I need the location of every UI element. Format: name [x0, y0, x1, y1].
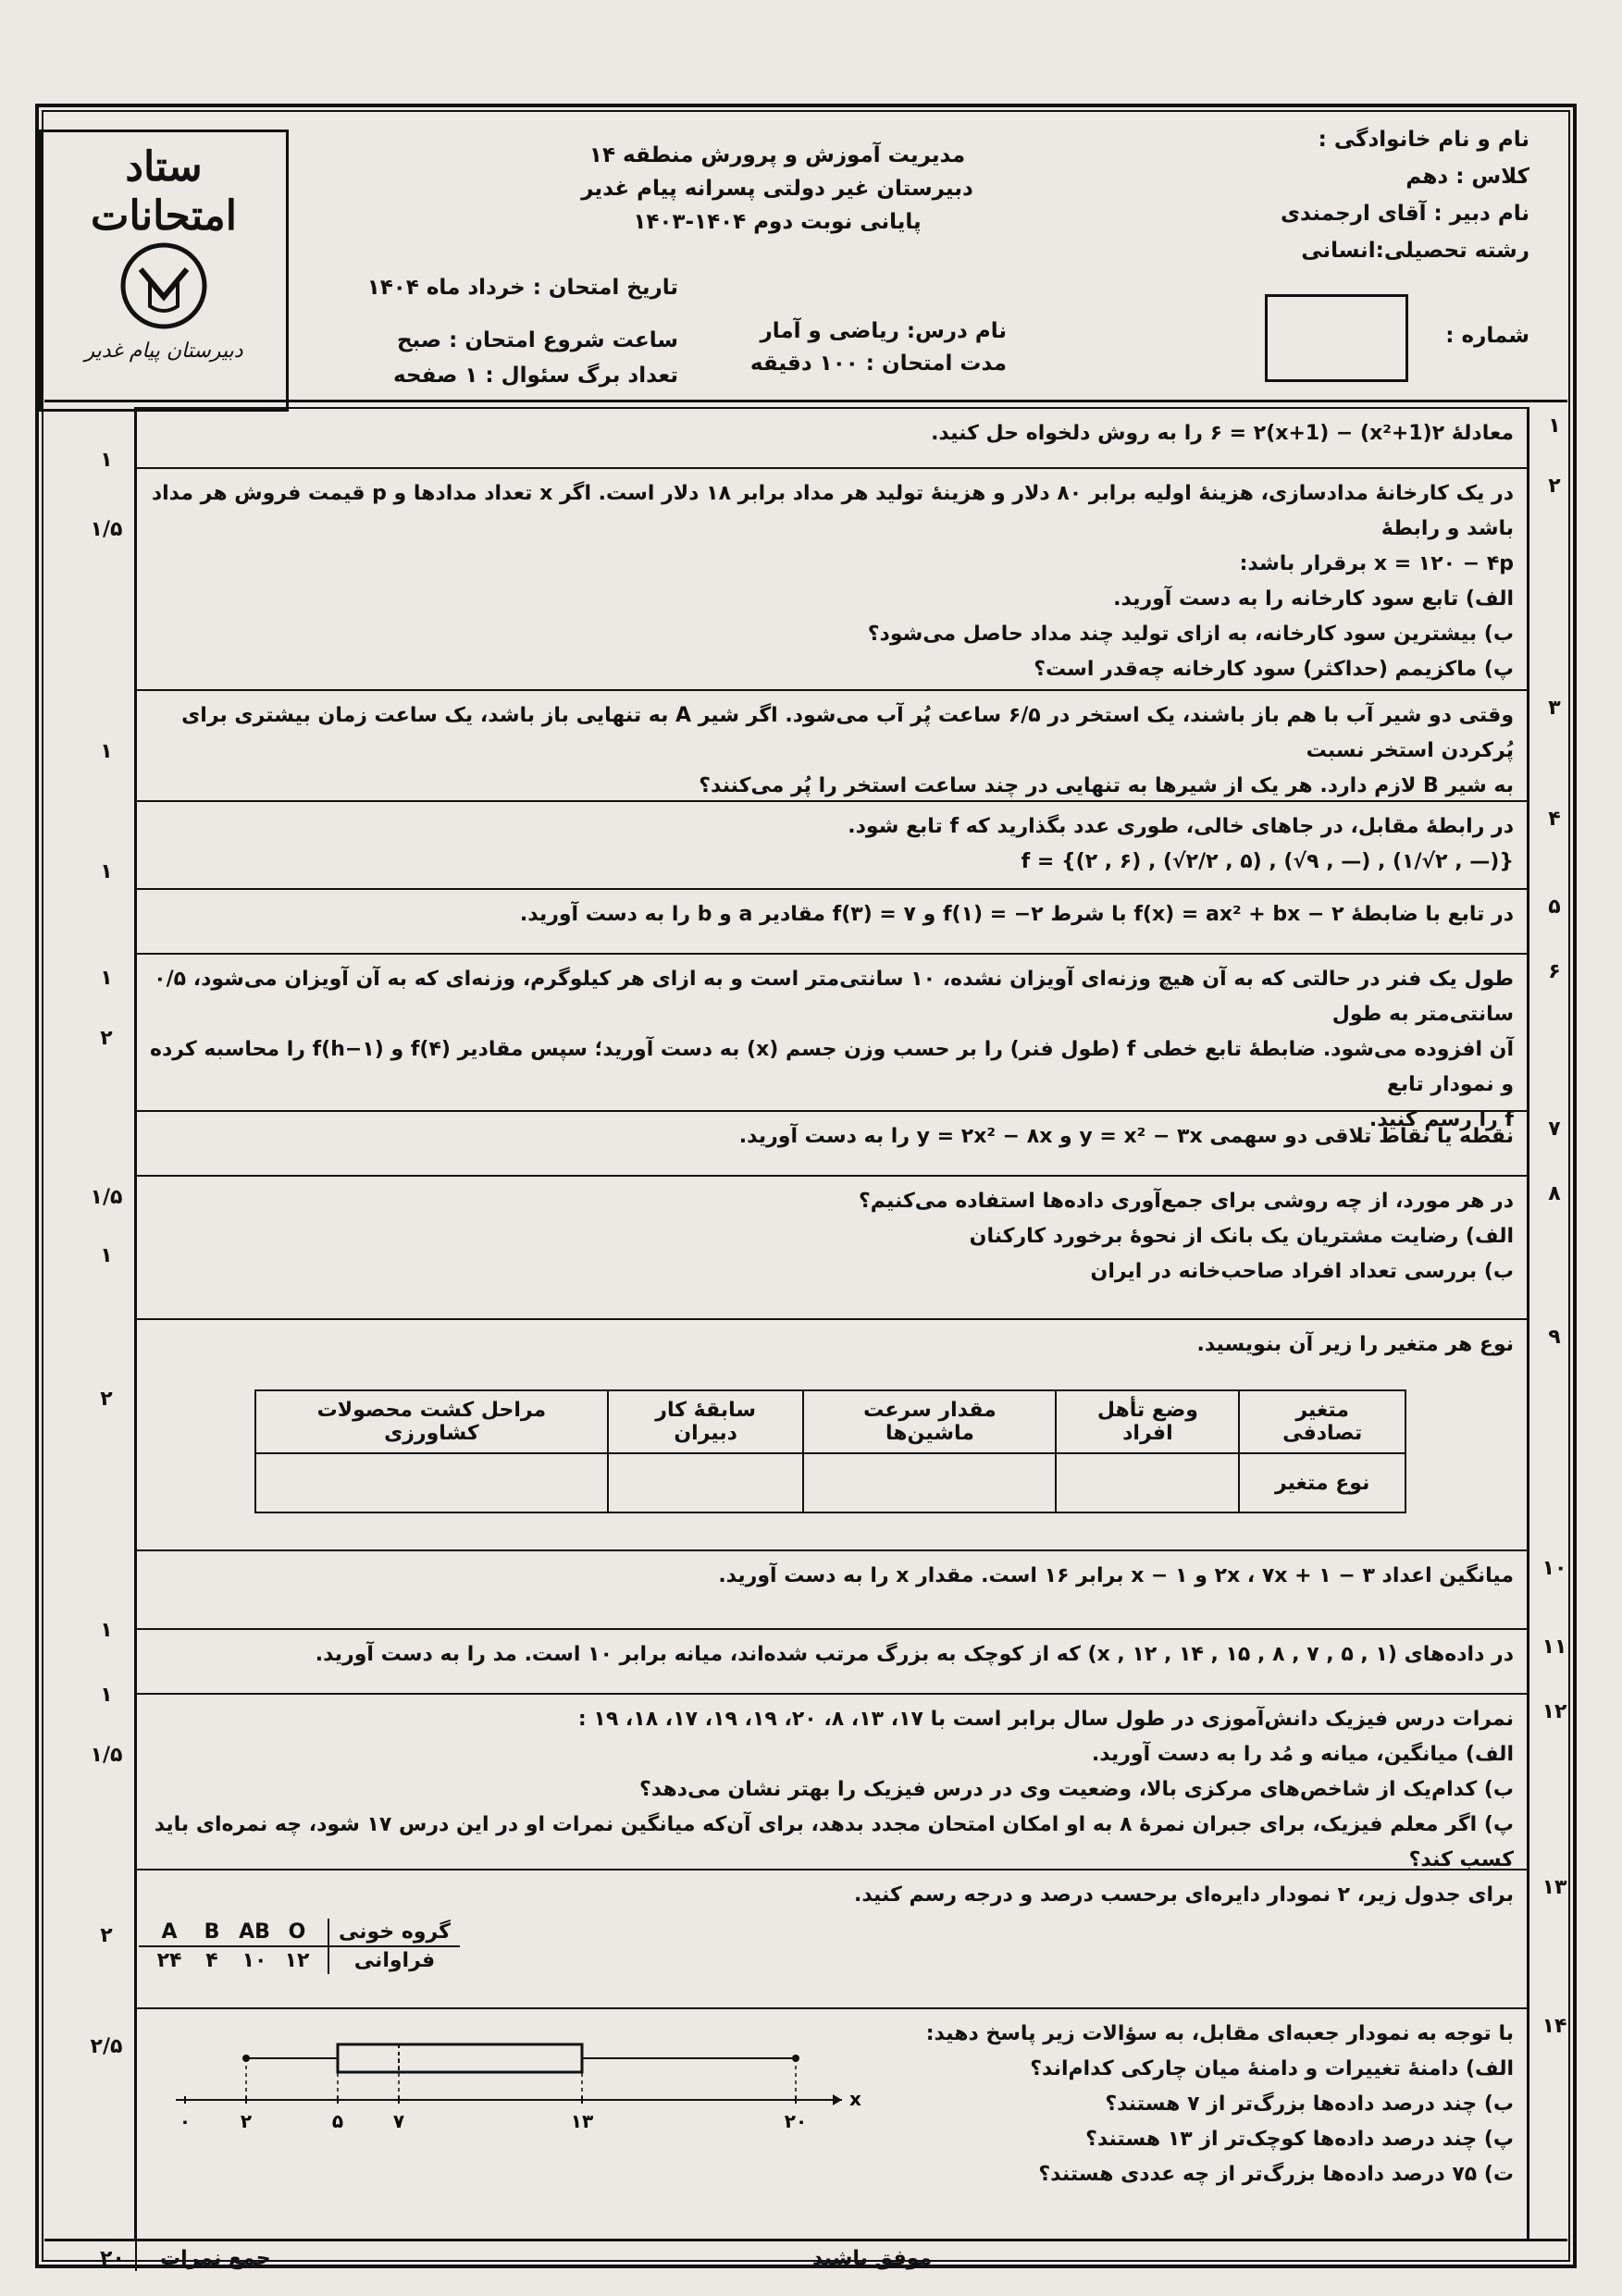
- question-mark: ۱: [100, 449, 113, 472]
- question-mark: ۲: [100, 1388, 113, 1411]
- question-line: میانگین اعداد ۳ − ۲x ، ۷x + ۱ و x − ۱ برابر ۱۶ است. مقدار x را به دست آورید.: [718, 1564, 1514, 1587]
- good-luck-text: موفق باشید: [812, 2247, 933, 2270]
- tick-label: ۷: [392, 2110, 405, 2132]
- variable-table-cell: مراحل کشت محصولات کشاورزی: [255, 1390, 608, 1453]
- blood-types: [139, 1919, 328, 1946]
- tick-label: ۰: [179, 2110, 192, 2132]
- blood-table-header-row: [139, 1919, 460, 1946]
- box-plot: [157, 2026, 916, 2146]
- question-6: [137, 953, 1527, 1131]
- school-emblem-icon: [113, 240, 215, 332]
- variable-table-cell: سابقهٔ کار دبیران: [608, 1390, 804, 1453]
- question-number: ۱۲: [1542, 1700, 1567, 1723]
- question-number: ۹: [1548, 1326, 1561, 1349]
- question-line: f را رسم کنید.: [1368, 1108, 1514, 1131]
- question-number-column-line: [1527, 407, 1529, 2239]
- number-box: [1265, 294, 1408, 382]
- question-line: طول یک فنر در حالتی که به آن هیچ وزنه‌ای آویزان نشده، ۱۰ سانتی‌متر است و به ازای هر کیلوگرم، وزنه‌ای که به آن آویزان می‌شود، ۰/۵ سانتی‌متر به طول: [154, 968, 1514, 1026]
- question-11: [137, 1628, 1527, 1693]
- header-school: دبیرستان غیر دولتی پسرانه پیام غدیر: [581, 177, 973, 201]
- question-7: [137, 1110, 1527, 1175]
- question-mark: ۱: [100, 740, 113, 763]
- start-time: ساعت شروع امتحان : صبح: [396, 328, 678, 352]
- question-number: ۱۰: [1542, 1557, 1567, 1580]
- variable-table-cell: مقدار سرعت ماشین‌ها: [803, 1390, 1056, 1453]
- question-number: ۳: [1548, 697, 1561, 720]
- blood-table-freq-label: فراوانی: [328, 1946, 460, 1974]
- question-mark: ۲: [100, 1027, 113, 1050]
- logo-line1: ستاد: [125, 143, 203, 191]
- class-label: کلاس : دهم: [1405, 165, 1529, 189]
- blood-freq-value: ۲۴: [156, 1949, 182, 1972]
- question-number: ۱۴: [1542, 2015, 1567, 2038]
- question-mark: ۱: [100, 1244, 113, 1267]
- header-term: پایانی نوبت دوم ۱۴۰۴-۱۴۰۳: [633, 210, 922, 234]
- tick-label: ۲: [240, 2110, 253, 2132]
- footer-bar: [44, 2239, 1567, 2271]
- question-number: ۸: [1548, 1182, 1561, 1205]
- question-line: الف) دامنهٔ تغییرات و دامنهٔ میان چارکی کدام‌اند؟: [1030, 2057, 1514, 2080]
- question-line: f = {(۲ , ۶) , (√۲/۲ , ۵) , (√۹ , —) , (۱/√۲ , —)}: [1021, 850, 1514, 873]
- question-line: معادلهٔ ۲(x²+1) − ۶ = ۲(x+1) را به روش دلخواه حل کنید.: [931, 422, 1514, 445]
- question-line: با توجه به نمودار جعبه‌ای مقابل، به سؤالات زیر پاسخ دهید:: [925, 2022, 1514, 2045]
- variable-table-answer-cell[interactable]: [608, 1453, 804, 1512]
- tick-label: ۱۳: [570, 2110, 594, 2132]
- variable-table-row: [255, 1453, 1405, 1512]
- teacher-label: نام دبیر : آقای ارجمندی: [1280, 202, 1529, 226]
- question-line: پ) ماکزیمم (حداکثر) سود کارخانه چه‌قدر است؟: [1034, 658, 1514, 681]
- question-line: پ) اگر معلم فیزیک، برای جبران نمرهٔ ۸ به او امکان امتحان مجدد بدهد، برای آن‌که میانگین نمرات او در این درس ۱۷ شود، چه نمره‌ای باید کسب کند؟: [154, 1813, 1514, 1871]
- box: [338, 2044, 582, 2072]
- logo-line2: امتحانات: [91, 192, 237, 240]
- question-mark: ۲/۵: [90, 2035, 123, 2058]
- question-number: ۵: [1548, 895, 1561, 919]
- question-line: نمرات درس فیزیک دانش‌آموزی در طول سال برابر است با ۱۷، ۱۳، ۸، ۲۰، ۱۹، ۱۹، ۱۷، ۱۸، ۱۹ :: [577, 1708, 1514, 1731]
- variable-table-cell: متغیر تصادفی: [1239, 1390, 1405, 1453]
- exam-date: تاریخ امتحان : خرداد ماه ۱۴۰۴: [366, 276, 678, 300]
- question-line: برای جدول زیر، ۲ نمودار دایره‌ای برحسب درصد و درجه رسم کنید.: [853, 1883, 1514, 1907]
- student-name-label: نام و نام خانوادگی :: [1318, 128, 1529, 152]
- blood-freq-value: ۴: [205, 1949, 218, 1972]
- pages-count: تعداد برگ سئوال : ۱ صفحه: [393, 364, 678, 388]
- variable-table-answer-cell[interactable]: [1056, 1453, 1239, 1512]
- tick-label: ۲۰: [784, 2110, 808, 2132]
- question-line: در داده‌های (۱ , ۵ , ۷ , ۸ , x , ۱۲ , ۱۴ , ۱۵) که از کوچک به بزرگ مرتب شده‌اند، میانه برابر ۱۰ است. مد را به دست آورید.: [315, 1643, 1514, 1666]
- question-3: [137, 689, 1527, 800]
- question-mark: ۱: [100, 1684, 113, 1707]
- question-line: الف) رضایت مشتریان یک بانک از نحوهٔ برخورد کارکنان: [969, 1225, 1514, 1248]
- question-number: ۶: [1548, 960, 1561, 983]
- header-divider: [44, 400, 1567, 402]
- total-marks-label: جمع نمرات: [160, 2247, 271, 2270]
- question-number: ۴: [1548, 808, 1561, 831]
- question-number: ۷: [1548, 1117, 1561, 1141]
- blood-type-label: AB: [239, 1920, 270, 1944]
- x-axis-arrow-icon: [833, 2094, 842, 2105]
- variable-type-table: [254, 1389, 1406, 1513]
- question-line: ب) بیشترین سود کارخانه، به ازای تولید چند مداد حاصل می‌شود؟: [867, 623, 1514, 646]
- field-label: رشته تحصیلی:انسانی: [1301, 239, 1529, 263]
- question-1: [137, 407, 1527, 467]
- blood-freqs: [139, 1946, 328, 1974]
- question-mark: ۱/۵: [90, 1186, 123, 1209]
- question-line: ب) کدام‌یک از شاخص‌های مرکزی بالا، وضعیت وی در درس فیزیک را بهتر نشان می‌دهد؟: [638, 1778, 1514, 1801]
- header-org: مدیریت آموزش و پرورش منطقه ۱۴: [588, 143, 966, 167]
- question-number: ۲: [1548, 475, 1561, 498]
- question-line: ب) بررسی تعداد افراد صاحب‌خانه در ایران: [1090, 1260, 1514, 1283]
- question-line: ت) ۷۵ درصد داده‌ها بزرگ‌تر از چه عددی هستند؟: [1038, 2163, 1514, 2186]
- variable-table-row: [255, 1390, 1405, 1453]
- question-number: ۱۱: [1542, 1636, 1567, 1659]
- question-line: پ) چند درصد داده‌ها کوچک‌تر از ۱۳ هستند؟: [1085, 2128, 1514, 2151]
- variable-table-cell: نوع متغیر: [1239, 1453, 1405, 1512]
- exam-logo: [39, 130, 289, 412]
- question-mark: ۱/۵: [90, 518, 123, 541]
- blood-freq-value: ۱۰: [241, 1949, 267, 1972]
- question-8: [137, 1175, 1527, 1318]
- question-line: در تابع با ضابطهٔ f(x) = ax² + bx − ۲ با شرط f(۱) = −۲ و f(۳) = ۷ مقادیر a و b را به دست آورید.: [519, 903, 1514, 926]
- question-line: نوع هر متغیر را زیر آن بنویسید.: [1196, 1333, 1514, 1356]
- tick-label: ۵: [331, 2110, 344, 2132]
- question-mark: ۱/۵: [90, 1744, 123, 1767]
- question-line: الف) تابع سود کارخانه را به دست آورید.: [1113, 587, 1514, 611]
- question-line: در یک کارخانهٔ مدادسازی، هزینهٔ اولیه برابر ۸۰ دلار و هزینهٔ تولید هر مداد برابر ۱۸ دلار است. اگر x تعداد مدادها و p قیمت فروش هر مداد باشد و رابطهٔ: [151, 482, 1514, 540]
- question-mark: ۱: [100, 967, 113, 990]
- blood-type-table: [139, 1919, 460, 1974]
- blood-table-header: گروه خونی: [328, 1919, 460, 1946]
- footer-divider: [135, 2241, 137, 2271]
- exam-duration: مدت امتحان : ۱۰۰ دقیقه: [749, 352, 1007, 376]
- x-axis-label: x: [849, 2088, 861, 2110]
- question-10: [137, 1549, 1527, 1628]
- question-4: [137, 800, 1527, 888]
- variable-table-answer-cell[interactable]: [255, 1453, 608, 1512]
- question-line: الف) میانگین، میانه و مُد را به دست آورید.: [1091, 1743, 1514, 1766]
- blood-type-label: O: [288, 1920, 306, 1944]
- question-number: ۱۳: [1542, 1876, 1567, 1899]
- question-line: x = ۱۲۰ − ۴p برقرار باشد:: [1239, 552, 1514, 575]
- question-mark: ۱: [100, 1619, 113, 1642]
- question-5: [137, 888, 1527, 953]
- logo-line3: دبیرستان پیام غدیر: [84, 339, 243, 363]
- question-line: در رابطهٔ مقابل، در جاهای خالی، طوری عدد بگذارید که f تابع شود.: [848, 815, 1514, 838]
- question-line: در هر مورد، از چه روشی برای جمع‌آوری داده‌ها استفاده می‌کنیم؟: [859, 1190, 1514, 1213]
- blood-type-label: A: [161, 1920, 178, 1944]
- question-mark: ۲: [100, 1924, 113, 1947]
- blood-freq-value: ۱۲: [284, 1949, 310, 1972]
- number-label: شماره :: [1445, 324, 1529, 348]
- question-line: به شیر B لازم دارد. هر یک از شیرها به تنهایی در چند ساعت استخر را پُر می‌کنند؟: [699, 774, 1514, 797]
- question-line: آن افزوده می‌شود. ضابطهٔ تابع خطی f (طول فنر) را بر حسب وزن جسم (x) به دست آورید؛ سپس مقادیر f(۴) و f(h−۱) را محاسبه کرده و نمودار تابع: [149, 1038, 1514, 1096]
- variable-table-cell: وضع تأهل افراد: [1056, 1390, 1239, 1453]
- variable-table-answer-cell[interactable]: [803, 1453, 1056, 1512]
- blood-type-label: B: [204, 1920, 220, 1944]
- question-12: [137, 1693, 1527, 1869]
- question-line: وقتی دو شیر آب با هم باز باشند، یک استخر در ۶/۵ ساعت پُر آب می‌شود. اگر شیر A به تنهایی باز باشد، یک ساعت زمان بیشتری برای پُرکردن استخر نسبت: [181, 704, 1514, 762]
- question-line: ب) چند درصد داده‌ها بزرگ‌تر از ۷ هستند؟: [1105, 2092, 1514, 2116]
- question-number: ۱: [1548, 414, 1561, 438]
- blood-table-freq-row: [139, 1946, 460, 1974]
- question-mark: ۱: [100, 860, 113, 883]
- question-line: نقطه یا نقاط تلاقی دو سهمی y = x² − ۳x و y = ۲x² − ۸x را به دست آورید.: [738, 1125, 1514, 1148]
- subject-name: نام درس: ریاضی و آمار: [760, 319, 1007, 343]
- question-2: [137, 467, 1527, 689]
- header-center: [518, 139, 1036, 239]
- total-marks-value: ۲۰: [100, 2247, 125, 2270]
